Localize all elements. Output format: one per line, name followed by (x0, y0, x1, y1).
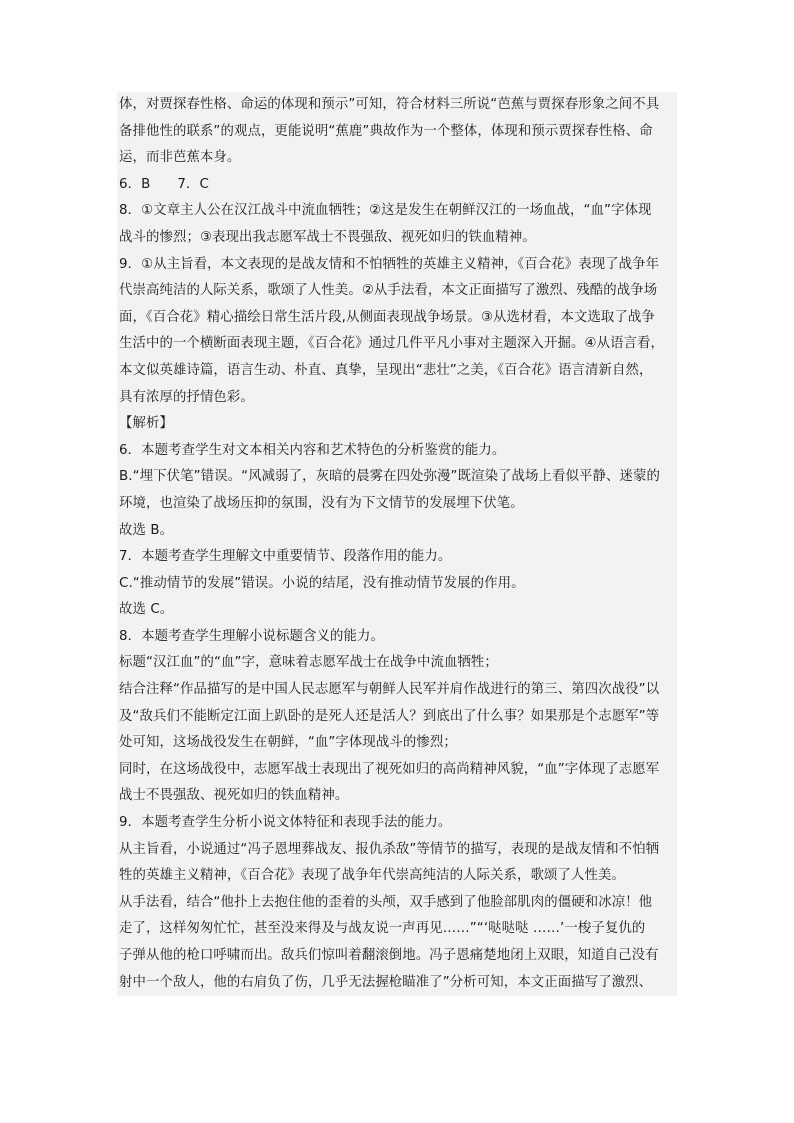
text-line: 运，而非芭蕉本身。 (119, 150, 241, 166)
text-line: 子弹从他的枪口呼啸而出。敌兵们惊叫着翻滚倒地。冯子恩痛楚地闭上双眼，知道自己没有 (119, 948, 659, 963)
text-line: 战士不畏强敌、视死如归的铁血精神。 (119, 788, 349, 804)
text-line: 备排他性的联系”的观点，更能说明“蕉鹿”典故作为一个整体，体现和预示贾探春性格、命 (119, 123, 653, 139)
text-line: 结合注释“作品描写的是中国人民志愿军与朝鲜人民军并肩作战进行的第三、第四次战役”以 (119, 682, 660, 698)
text-line: 体，对贾探春性格、命运的体现和预示”可知，符合材料三所说“芭蕉与贾探春形象之间不具 (119, 97, 660, 112)
text-line: 处可知，这场战役发生在朝鲜，“血”字体现战斗的惨烈； (119, 735, 457, 751)
text-line: 8．①文章主人公在汉江战斗中流血牺牲；②这是发生在朝鲜汉江的一场血战，“血”字体现 (119, 203, 652, 219)
text-line: 8．本题考查学生理解小说标题含义的能力。 (119, 628, 384, 644)
text-line: 故选 B。 (119, 522, 174, 538)
document-body (117, 92, 677, 996)
text-line: 同时，在这场战役中，志愿军战士表现出了视死如归的高尚精神风貌，“血”字体现了志愿军 (119, 761, 660, 777)
text-line: 【解析】 (119, 416, 173, 432)
text-line: 7．本题考查学生理解文中重要情节、段落作用的能力。 (119, 549, 452, 565)
text-line: 9．①从主旨看，本文表现的是战友情和不怕牺牲的英雄主义精神，《百合花》表现了战争年 (119, 256, 660, 272)
text-line: 6．B 7．C (119, 176, 209, 192)
text-line: 射中一个敌人，他的右肩负了伤，几乎无法握枪瞄准了”分析可知，本文正面描写了激烈、 (119, 974, 653, 990)
text-line: 本文似英雄诗篇，语言生动、朴直、真挚，呈现出“悲壮”之美，《百合花》语言清新自然， (119, 362, 653, 378)
text-line: 9．本题考查学生分析小说文体特征和表现手法的能力。 (119, 815, 452, 831)
text-line: 6．本题考查学生对文本相关内容和艺术特色的分析鉴赏的能力。 (119, 442, 506, 458)
text-line: 牲的英雄主义精神，《百合花》表现了战争年代崇高纯洁的人际关系，歌颂了人性美。 (119, 868, 625, 884)
text-line: 环境，也渲染了战场压抑的氛围，没有为下文情节的发展埋下伏笔。 (119, 495, 524, 511)
text-line: 具有浓厚的抒情色彩。 (119, 389, 254, 405)
text-line: B.“埋下伏笔”错误。“风减弱了，灰暗的晨雾在四处弥漫”既渲染了战场上看似平静、迷蒙的 (119, 469, 660, 485)
text-line: C.“推动情节的发展”错误。小说的结尾，没有推动情节发展的作用。 (119, 575, 525, 591)
text-line: 代崇高纯洁的人际关系，歌颂了人性美。②从手法看，本文正面描写了激烈、残酷的战争场 (119, 283, 658, 299)
text-line: 生活中的一个横断面表现主题，《百合花》通过几件平凡小事对主题深入开掘。④从语言看， (119, 336, 665, 352)
text-line: 从主旨看，小说通过“冯子恩埋葬战友、报仇杀敌”等情节的描写，表现的是战友情和不怕牺 (119, 841, 660, 857)
text-line: 战斗的惨烈；③表现出我志愿军战士不畏强敌、视死如归的铁血精神。 (119, 229, 536, 245)
text-line: 及“敌兵们不能断定江面上趴卧的是死人还是活人？到底出了什么事？如果那是个志愿军”等 (119, 708, 660, 724)
text-line: 走了，这样匆匆忙忙，甚至没来得及与战友说一声再见……”“‘哒哒哒 ……’一梭子复仇的 (119, 921, 646, 937)
text-line: 面，《百合花》精心描绘日常生活片段,从侧面表现战争场景。③从选材看，本文选取了战争 (119, 309, 655, 325)
text-line: 从手法看，结合“他扑上去抱住他的歪着的头颅，双手感到了他脸部肌肉的僵硬和冰凉！他 (119, 894, 653, 910)
text-line: 标题“汉江血”的“血”字，意味着志愿军战士在战争中流血牺牲； (119, 655, 498, 671)
text-line: 故选 C。 (119, 602, 174, 618)
